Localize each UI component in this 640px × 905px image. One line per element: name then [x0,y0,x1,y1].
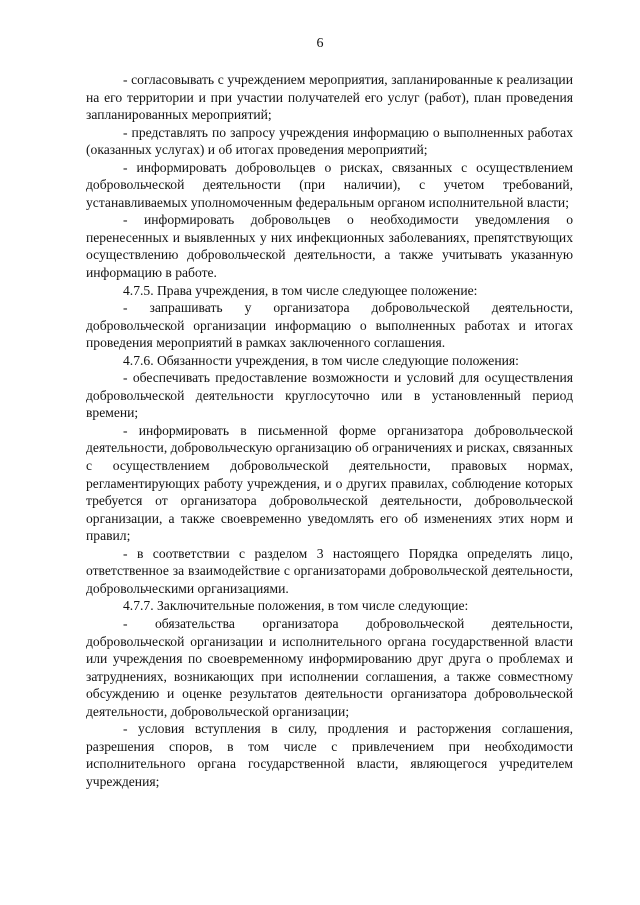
paragraph-agree-events: - согласовывать с учреждением мероприятия, запланированные к реализации на его территории и при участии получателей его услуг (работ), план проведения запланированных мероприятий; [86,72,573,123]
paragraph-inform-diseases: - информировать добровольцев о необходимости уведомления о перенесенных и выявленных у них инфекционных заболеваниях, препятствующих осуществлению добровольческой деятельности, а также учитывать указанную информацию в работе. [86,212,573,281]
document-body [86,71,573,790]
paragraph-provide-conditions: - обеспечивать предоставление возможности и условий для осуществления добровольческой деятельности круглосуточно или в установленный период времени; [86,370,573,421]
paragraph-obligations: - обязательства организатора добровольческой деятельности, добровольческой организации и исполнительного органа государственной власти или учреждения по своевременному информированию друг друга о проблемах и затруднениях, возникающих при исполнении соглашения, а также совместному обсуждению и оценке результатов деятельности организатора добровольческой деятельности, добровольческой организации; [86,615,573,719]
paragraph-inform-written: - информировать в письменной форме организатора добровольческой деятельности, добровольческую организацию об ограничениях и рисках, связанных с осуществлением добровольческой деятельности, правовых нормах, регламентирующих работу учреждения, и о других правилах, соблюдение которых требуется от организатора добровольческой деятельности, добровольческой организации, а также своевременно уведомлять его об изменениях этих норм и правил; [86,422,573,544]
paragraph-inform-risks: - информировать добровольцев о рисках, связанных с осуществлением добровольческой деятельности (при наличии), с учетом требований, устанавливаемых уполномоченным федеральным органом исполнительной власти; [86,159,573,210]
paragraph-section-4-7-6: 4.7.6. Обязанности учреждения, в том числе следующие положения: [123,352,519,368]
page-number: 6 [316,36,324,51]
paragraph-section-4-7-7: 4.7.7. Заключительные положения, в том числе следующие: [123,598,469,614]
paragraph-request-info: - запрашивать у организатора добровольческой деятельности, добровольческой организации информацию о выполненных работах и итогах проведения мероприятий в рамках заключенного соглашения. [86,300,573,351]
paragraph-responsible-person: - в соответствии с разделом 3 настоящего Порядка определять лицо, ответственное за взаимодействие с организаторами добровольческой деятельности, добровольческими организациями. [86,545,573,596]
paragraph-section-4-7-5: 4.7.5. Права учреждения, в том числе следующее положение: [123,282,478,298]
paragraph-conditions-entry: - условия вступления в силу, продления и расторжения соглашения, разрешения споров, в том числе с привлечением при необходимости исполнительного органа государственной власти, являющегося учредителем учреждения; [86,721,573,789]
paragraph-provide-info: - представлять по запросу учреждения информацию о выполненных работах (оказанных услугах) и об итогах проведения мероприятий; [86,124,573,158]
